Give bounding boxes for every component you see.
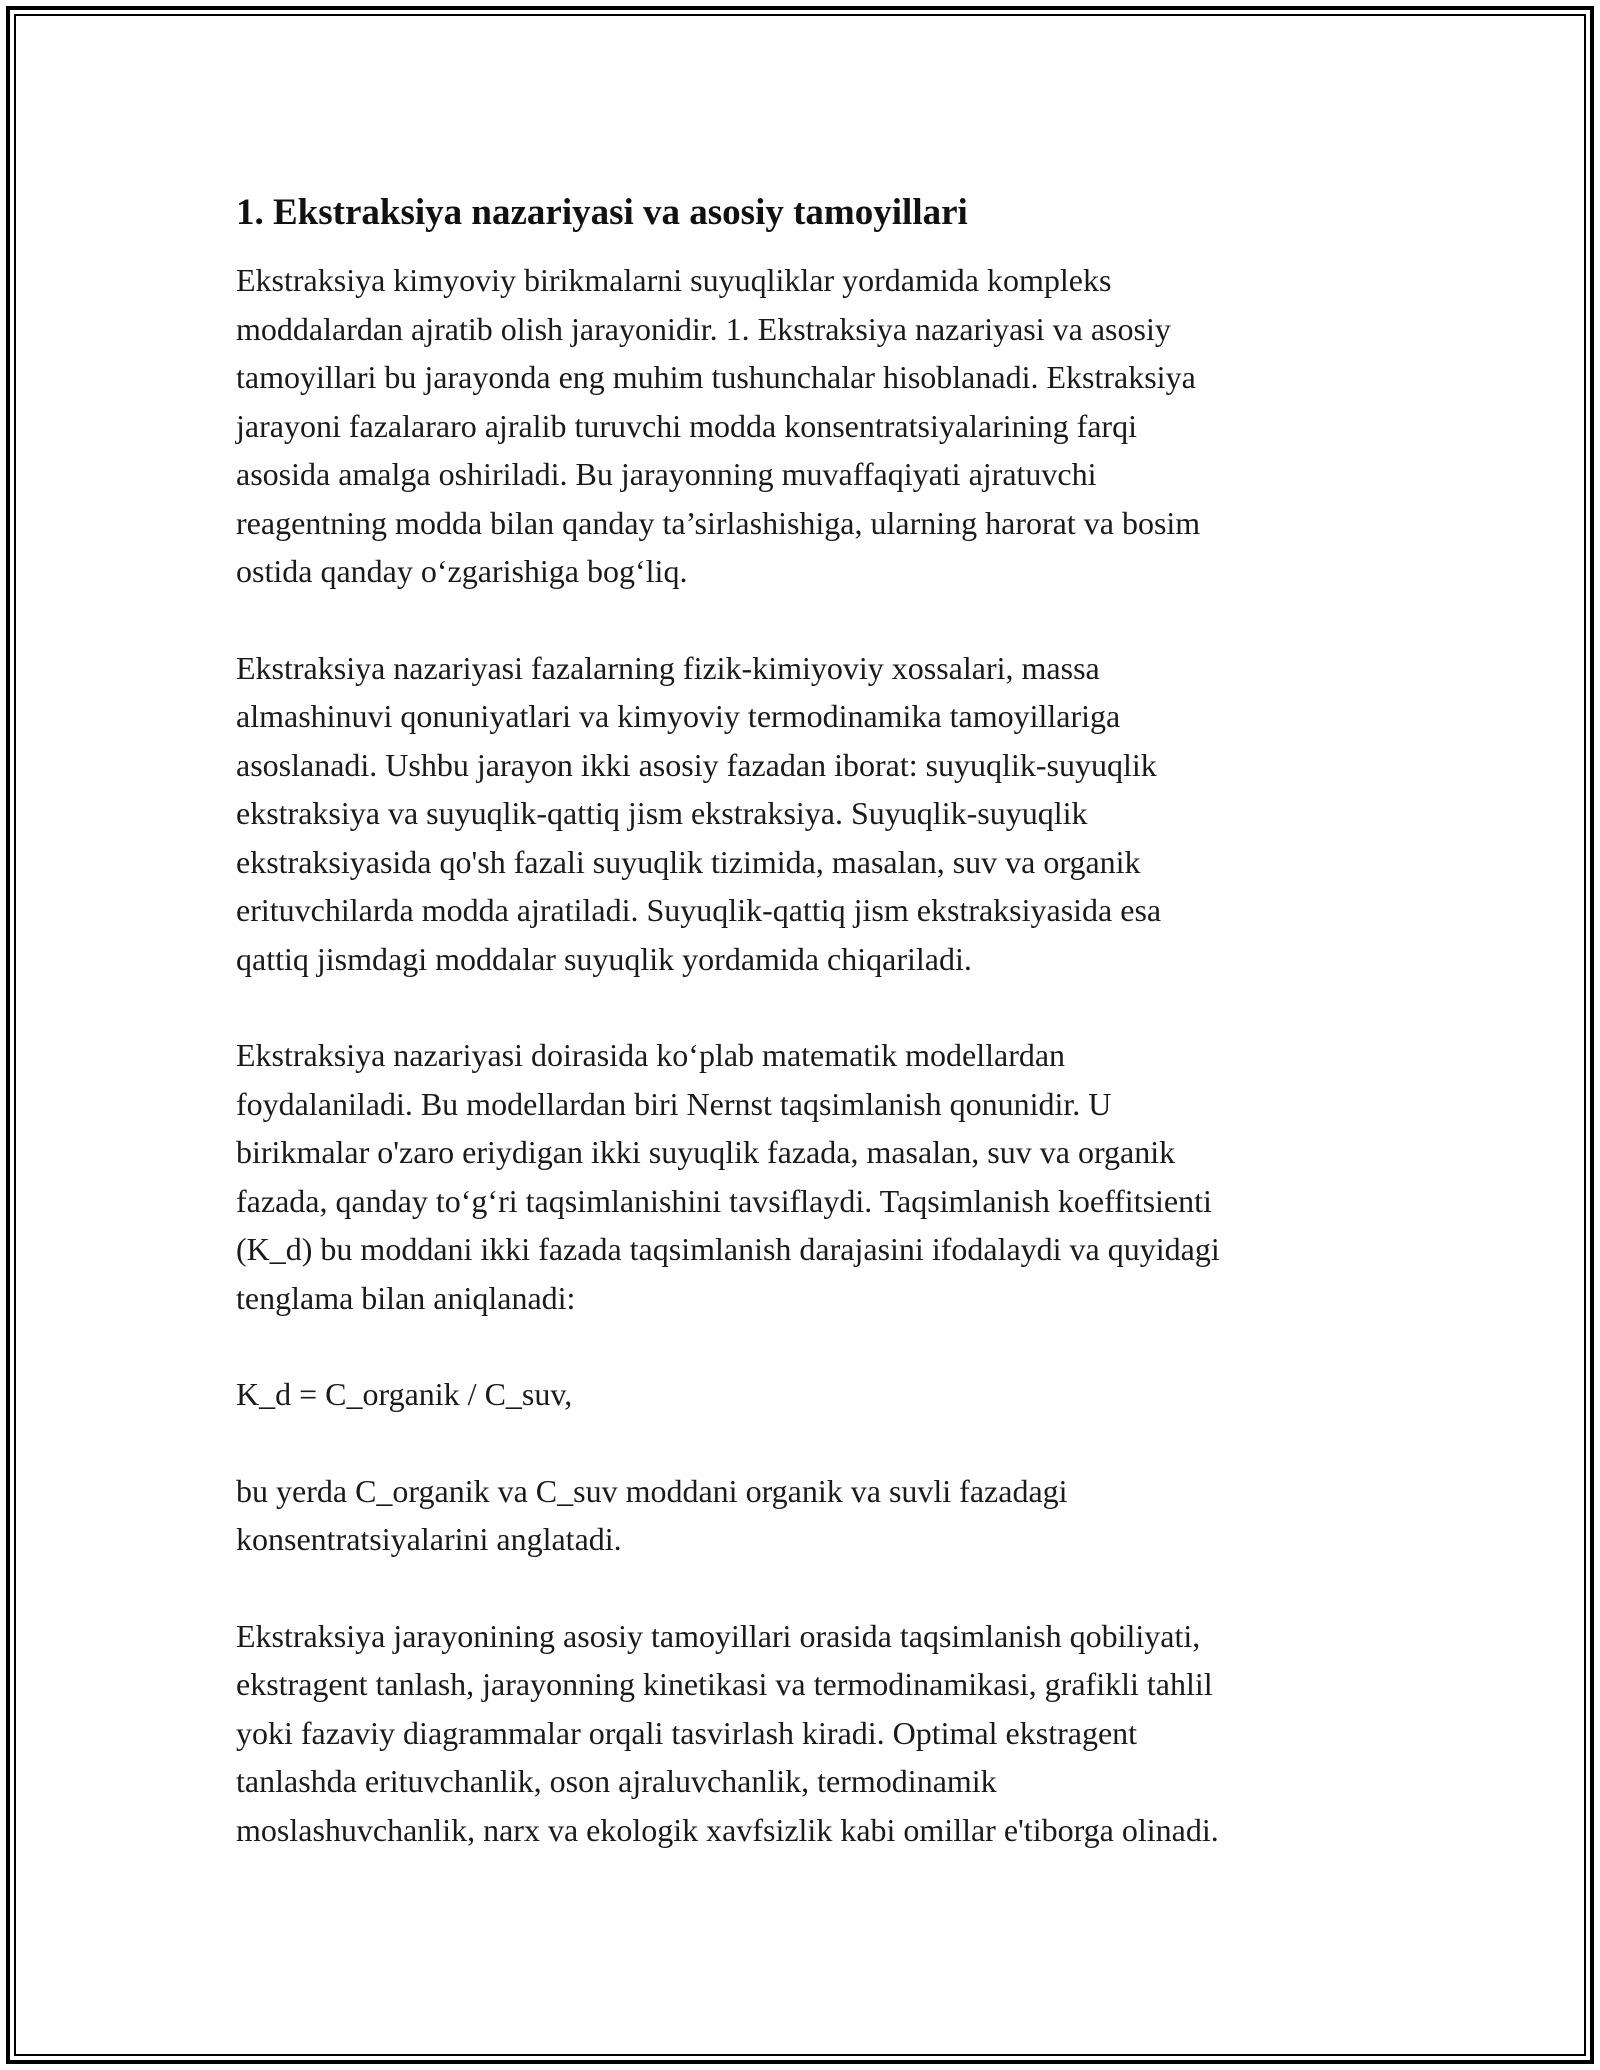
formula-equation: K_d = C_organik / C_suv, <box>236 1376 573 1412</box>
paragraph-theory: Ekstraksiya nazariyasi fazalarning fizik-kimiyoviy xossalari, massa almashinuvi qonuniyatlari va kimyoviy termodinamika tamoyillariga asoslanadi. Ushbu jarayon ikki asosiy fazadan iborat: suyuqlik-suyuqlik ekstraksiya va suyuqlik-qattiq jism ekstraksiya. Suyuqlik-suyuqlik ekstraksiyasida qo'sh fazali suyuqlik tizimida, masalan, suv va organik erituvchilarda modda ajratiladi. Suyuqlik-qattiq jism ekstraksiyasida esa qattiq jismdagi moddalar suyuqlik yordamida chiqariladi. <box>236 649 1162 977</box>
paragraph-models: Ekstraksiya nazariyasi doirasida ko‘plab matematik modellardan foydalaniladi. Bu modellardan biri Nernst taqsimlanish qonunidir. U birikmalar o'zaro eriydigan ikki suyuqlik fazada, masalan, suv va organik fazada, qanday to‘g‘ri taqsimlanishini tavsiflaydi. Taqsimlanish koeffitsienti (K_d) bu moddani ikki fazada taqsimlanish darajasini ifodalaydi va quyidagi tenglama bilan aniqlanadi: <box>236 1037 1220 1316</box>
paragraph-intro: Ekstraksiya kimyoviy birikmalarni suyuqliklar yordamida kompleks moddalardan ajratib olish jarayonidir. 1. Ekstraksiya nazariyasi va asosiy tamoyillari bu jarayonda eng muhim tushunchalar hisoblanadi. Ekstraksiya jarayoni fazalararo ajralib turuvchi modda konsentratsiyalarining farqi asosida amalga oshiriladi. Bu jarayonning muvaffaqiyati ajratuvchi reagentning modda bilan qanday ta’sirlashishiga, ularning harorat va bosim ostida qanday o‘zgarishiga bog‘liq. <box>236 262 1201 589</box>
section-heading: 1. Ekstraksiya nazariyasi va asosiy tamoyillari <box>236 192 968 233</box>
document-body <box>236 188 1386 1902</box>
paragraph-principles: Ekstraksiya jarayonining asosiy tamoyillari orasida taqsimlanish qobiliyati, ekstragent tanlash, jarayonning kinetikasi va termodinamikasi, grafikli tahlil yoki fazaviy diagrammalar orqali tasvirlash kiradi. Optimal ekstragent tanlashda erituvchanlik, oson ajraluvchanlik, termodinamik moslashuvchanlik, narx va ekologik xavfsizlik kabi omillar e'tiborga olinadi. <box>236 1617 1219 1848</box>
formula-explanation: bu yerda C_organik va C_suv moddani organik va suvli fazadagi konsentratsiyalarini anglatadi. <box>236 1472 1068 1557</box>
